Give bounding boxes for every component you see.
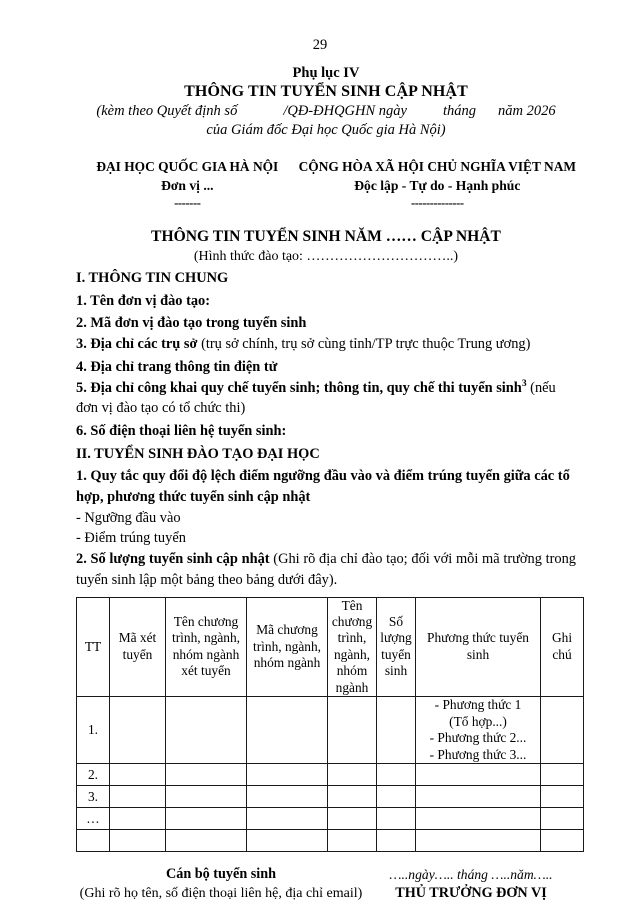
university-name: ĐẠI HỌC QUỐC GIA HÀ NỘI [96, 159, 279, 174]
section-2-item-1: 1. Quy tắc quy đổi độ lệch điểm ngưỡng đầu vào và điểm trúng tuyển giữa các tổ hợp, phương thức tuyển sinh cập nhật [76, 468, 570, 506]
table-header-ghi-chu: Ghi chú [541, 597, 584, 696]
table-header-row [77, 597, 584, 696]
section-1-item-3 [76, 334, 576, 355]
section-2-heading: II. TUYỂN SINH ĐÀO TẠO ĐẠI HỌC [76, 445, 320, 462]
section-1-item-5 [76, 378, 576, 419]
row-1-ghi-chu[interactable] [541, 696, 584, 763]
table-header-ma-chuong-trinh: Mã chương trình, ngành, nhóm ngành [247, 597, 328, 696]
section-2-item-2-label: 2. Số lượng tuyển sinh cập nhật [76, 551, 270, 568]
row-4-ten-chuong-trinh-xet-tuyen[interactable] [166, 808, 247, 830]
decision-ref-month: tháng [442, 103, 476, 119]
page-number: 29 [312, 37, 328, 53]
decision-reference-line [76, 102, 576, 121]
row-1-ten-chuong-trinh-xet-tuyen[interactable] [166, 696, 247, 763]
national-title: CỘNG HÒA XÃ HỘI CHỦ NGHĨA VIỆT NAM [298, 159, 576, 174]
left-divider-dashes: ------- [174, 196, 201, 210]
row-3-ma-xet-tuyen[interactable] [110, 786, 166, 808]
row-1-ma-xet-tuyen[interactable] [110, 696, 166, 763]
row-3-tt: 3. [77, 786, 110, 808]
row-3-ma-chuong-trinh[interactable] [247, 786, 328, 808]
row-4-ghi-chu[interactable] [541, 808, 584, 830]
row-5-phuong-thuc[interactable] [416, 830, 541, 852]
row-2-so-luong[interactable] [377, 764, 416, 786]
row-2-tt: 2. [77, 764, 110, 786]
row-5-so-luong[interactable] [377, 830, 416, 852]
document-main-title: THÔNG TIN TUYỂN SINH CẬP NHẬT [184, 83, 468, 100]
row-1-method-1: - Phương thức 1 [434, 696, 522, 712]
row-5-ma-chuong-trinh[interactable] [247, 830, 328, 852]
row-3-phuong-thuc[interactable] [416, 786, 541, 808]
admissions-quota-table [76, 597, 584, 853]
row-1-so-luong[interactable] [377, 696, 416, 763]
table-header-ten-chuong-trinh-xet-tuyen: Tên chương trình, ngành, nhóm ngành xét tuyển [166, 597, 247, 696]
annex-label: Phụ lục IV [292, 65, 360, 81]
section-1-item-4: 4. Địa chỉ trang thông tin điện tử [76, 358, 278, 375]
row-5-tt [77, 830, 110, 852]
decision-ref-year: năm 2026 [498, 103, 556, 119]
national-motto: Độc lập - Tự do - Hạnh phúc [354, 178, 521, 193]
row-4-ten-chuong-trinh[interactable] [328, 808, 377, 830]
row-4-so-luong[interactable] [377, 808, 416, 830]
row-5-ghi-chu[interactable] [541, 830, 584, 852]
row-4-tt: … [77, 808, 110, 830]
row-5-ten-chuong-trinh[interactable] [328, 830, 377, 852]
row-2-phuong-thuc[interactable] [416, 764, 541, 786]
admissions-officer-title: Cán bộ tuyển sinh [166, 866, 276, 883]
signature-date-line: …..ngày….. tháng …..năm….. [389, 867, 553, 883]
table-header-phuong-thuc: Phương thức tuyển sinh [416, 597, 541, 696]
admissions-officer-note: (Ghi rõ họ tên, số điện thoại liên hệ, địa chỉ email) [79, 886, 363, 902]
row-1-method-3: - Phương thức 3... [429, 746, 527, 762]
decision-issuer-line: của Giám đốc Đại học Quốc gia Hà Nội) [206, 122, 446, 138]
organization-header [76, 157, 576, 212]
org-header-left [76, 157, 299, 212]
section-1-item-3-note: (trụ sở chính, trụ sở cùng tỉnh/TP trực thuộc Trung ương) [197, 336, 531, 353]
row-3-ten-chuong-trinh[interactable] [328, 786, 377, 808]
row-1-method-1-combo: (Tổ hợp...) [449, 713, 507, 729]
table-row [77, 786, 584, 808]
section-2-item-2 [76, 549, 576, 590]
section-1-heading: I. THÔNG TIN CHUNG [76, 270, 229, 286]
admissions-info-title: THÔNG TIN TUYỂN SINH NĂM …… CẬP NHẬT [151, 228, 501, 245]
section-2-item-2-note: (Ghi rõ địa chỉ đào tạo; đối với mỗi mã trường trong tuyển sinh lập một bảng theo bảng dưới đây). [76, 551, 577, 588]
footnote-marker-3: 3 [521, 378, 527, 389]
row-3-so-luong[interactable] [377, 786, 416, 808]
row-2-ten-chuong-trinh[interactable] [328, 764, 377, 786]
row-4-ma-xet-tuyen[interactable] [110, 808, 166, 830]
decision-ref-prefix: (kèm theo Quyết định số [96, 103, 238, 119]
table-row [77, 696, 584, 763]
table-row [77, 830, 584, 852]
head-of-unit-title: THỦ TRƯỞNG ĐƠN VỊ [395, 885, 547, 902]
table-header-tt: TT [77, 597, 110, 696]
section-1-item-1: 1. Tên đơn vị đào tạo: [76, 292, 211, 309]
table-header-ma-xet-tuyen: Mã xét tuyển [110, 597, 166, 696]
signature-block [76, 865, 576, 903]
row-3-ten-chuong-trinh-xet-tuyen[interactable] [166, 786, 247, 808]
table-header-ten-chuong-trinh: Tên chương trình, ngành, nhóm ngành [328, 597, 377, 696]
org-header-right [299, 157, 576, 212]
decision-ref-code: /QĐ-ĐHQGHN ngày [283, 103, 407, 119]
section-1-item-5-note: (nếu đơn vị đào tạo có tổ chức thi) [76, 379, 556, 417]
row-1-ten-chuong-trinh[interactable] [328, 696, 377, 763]
row-2-ten-chuong-trinh-xet-tuyen[interactable] [166, 764, 247, 786]
right-divider-dashes: -------------- [410, 196, 464, 210]
row-1-phuong-thuc[interactable] [416, 696, 541, 763]
section-1-item-3-label: 3. Địa chỉ các trụ sở [76, 336, 198, 353]
row-2-ghi-chu[interactable] [541, 764, 584, 786]
row-1-ma-chuong-trinh[interactable] [247, 696, 328, 763]
row-1-method-2: - Phương thức 2... [429, 730, 527, 746]
row-5-ten-chuong-trinh-xet-tuyen[interactable] [166, 830, 247, 852]
section-2-bullet-2: - Điểm trúng tuyển [76, 530, 186, 547]
row-5-ma-xet-tuyen[interactable] [110, 830, 166, 852]
row-2-ma-xet-tuyen[interactable] [110, 764, 166, 786]
row-1-tt: 1. [77, 696, 110, 763]
row-4-ma-chuong-trinh[interactable] [247, 808, 328, 830]
document-body [76, 64, 576, 903]
table-row [77, 808, 584, 830]
training-mode-line: (Hình thức đào tạo: …………………………..) [193, 249, 459, 264]
table-header-so-luong: Số lượng tuyển sinh [377, 597, 416, 696]
signature-right [366, 865, 576, 903]
signature-left [76, 865, 366, 903]
section-1-item-6: 6. Số điện thoại liên hệ tuyển sinh: [76, 422, 287, 439]
section-1-item-5-label: 5. Địa chỉ công khai quy chế tuyển sinh; thông tin, quy chế thi tuyển sinh [76, 379, 522, 396]
row-3-ghi-chu[interactable] [541, 786, 584, 808]
unit-name: Đơn vị ... [161, 178, 214, 193]
section-1-item-2: 2. Mã đơn vị đào tạo trong tuyển sinh [76, 315, 307, 332]
section-2-bullet-1: - Ngưỡng đầu vào [76, 509, 181, 526]
table-row [77, 764, 584, 786]
row-4-phuong-thuc[interactable] [416, 808, 541, 830]
row-2-ma-chuong-trinh[interactable] [247, 764, 328, 786]
